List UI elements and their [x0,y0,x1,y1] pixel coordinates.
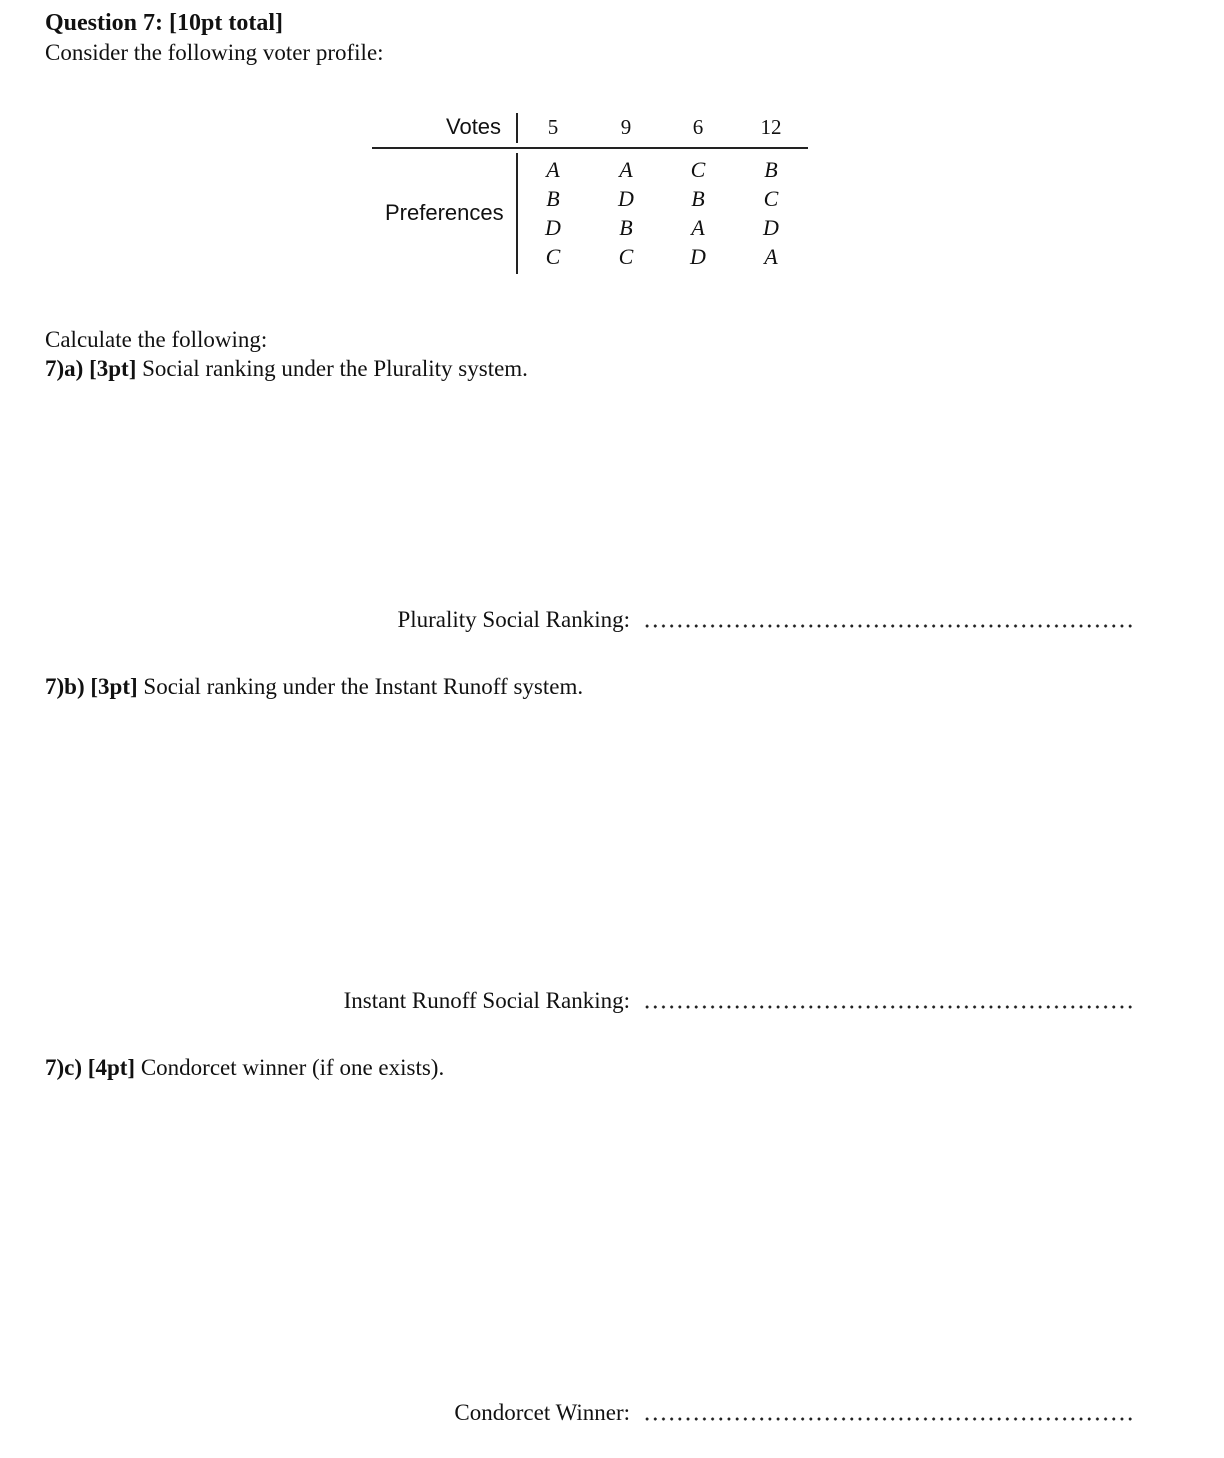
part-text: Social ranking under the Instant Runoff system. [143,674,584,699]
preference-cell: D [545,215,561,240]
instructions: Calculate the following: [45,327,268,352]
part-points: [3pt] [89,356,137,381]
part-points: [4pt] [87,1055,136,1080]
part-label: 7)c) [45,1055,83,1080]
condorcet-answer-line[interactable] [643,1417,1133,1421]
preference-cell: B [764,157,778,182]
part-text: Social ranking under the Plurality system. [142,356,528,381]
votes-header: Votes [446,114,502,139]
table-vertical-rule-top [516,113,518,143]
part-points: [3pt] [90,674,138,699]
part-label: 7)a) [45,356,84,381]
part-c-title [45,1055,444,1081]
votes-cell: 12 [760,115,782,139]
table-horizontal-rule [372,147,808,149]
table-vertical-rule-bottom [516,153,518,274]
preference-cell: D [690,244,706,269]
votes-cell: 6 [692,115,704,139]
question-intro: Consider the following voter profile: [45,40,384,65]
part-a-title [45,356,528,382]
instant-runoff-answer-line[interactable] [643,1005,1133,1009]
plurality-answer-line[interactable] [643,624,1133,628]
preference-cell: C [618,244,634,269]
question-heading [45,10,283,37]
plurality-answer-label: Plurality Social Ranking: [397,607,630,632]
part-label: 7)b) [45,674,85,699]
preference-cell: B [691,186,705,211]
preference-cell: D [618,186,634,211]
preference-cell: B [619,215,633,240]
preference-cell: C [763,186,779,211]
preference-column [596,155,656,271]
preference-cell: A [691,215,705,240]
votes-cell: 9 [620,115,632,139]
part-b-title [45,674,583,700]
instant-runoff-answer-label: Instant Runoff Social Ranking: [343,988,630,1013]
preference-column [668,155,728,271]
question-number: Question 7: [45,10,164,36]
preference-cell: B [546,186,560,211]
preference-cell: A [546,157,560,182]
condorcet-answer-label: Condorcet Winner: [454,1400,630,1425]
preference-cell: A [764,244,778,269]
preference-cell: A [619,157,633,182]
preference-column [523,155,583,271]
preference-cell: C [690,157,706,182]
votes-cell: 5 [547,115,559,139]
question-points: [10pt total] [169,10,283,36]
preference-cell: D [763,215,779,240]
preference-column [741,155,801,271]
part-text: Condorcet winner (if one exists). [140,1055,445,1080]
preferences-header: Preferences [385,200,504,225]
preference-cell: C [545,244,561,269]
